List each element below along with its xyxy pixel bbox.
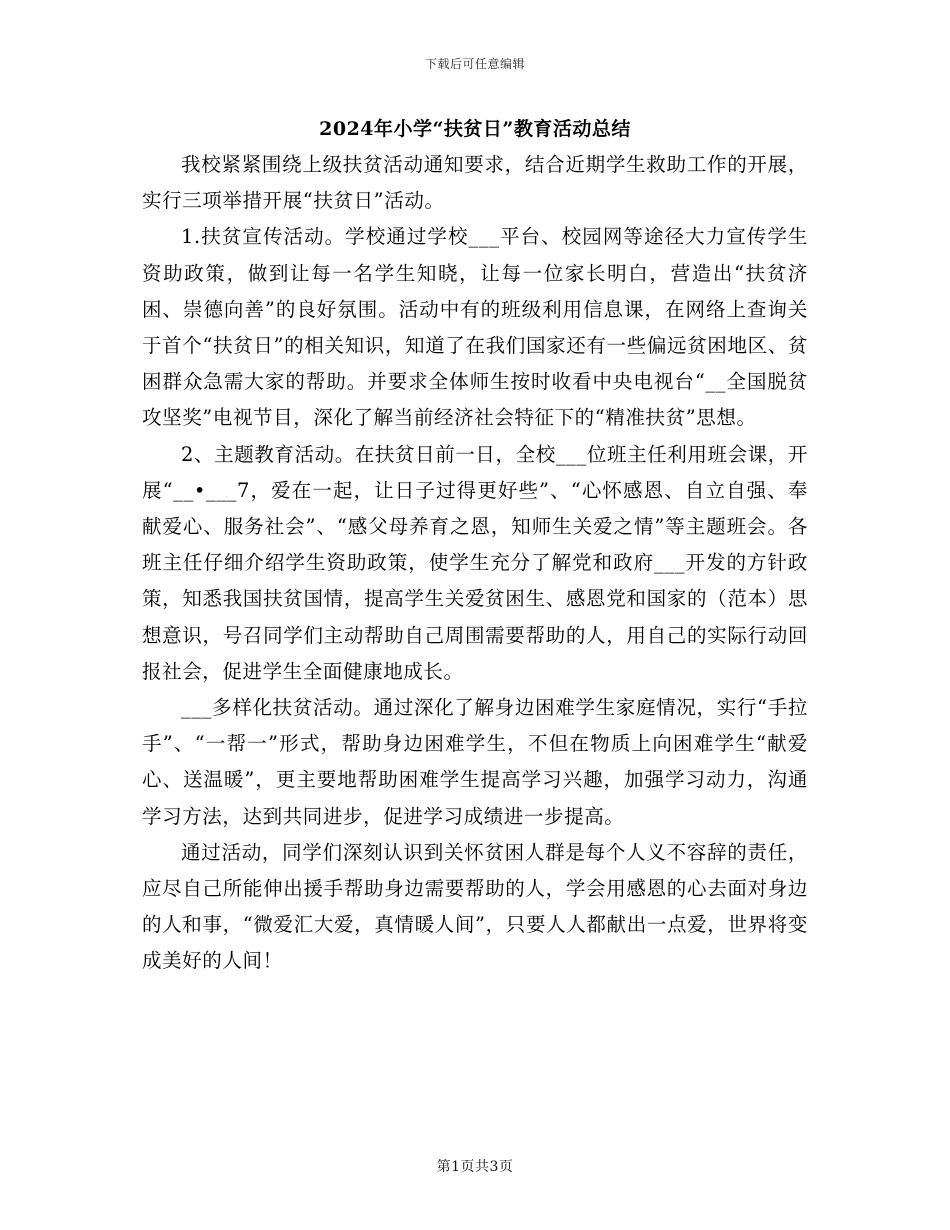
document-body [142,147,808,980]
page-number: 第1页共3页 [436,1159,514,1175]
paragraph-conclusion: 通过活动，同学们深刻认识到关怀贫困人群是每个人义不容辞的责任，应尽自己所能伸出援手帮助身边需要帮助的人，学会用感恩的心去面对身边的人和事，“微爱汇大爱，真情暖人间”，只要人人都献出一点爱，世界将变成美好的人间！ [142,840,808,973]
paragraph-intro: 我校紧紧围绕上级扶贫活动通知要求，结合近期学生救助工作的开展，实行三项举措开展“扶贫日”活动。 [142,153,808,213]
header-note: 下载后可任意编辑 [424,57,525,71]
paragraph-publicity-activity: 1.扶贫宣传活动。学校通过学校___平台、校园网等途径大力宣传学生资助政策，做到让每一名学生知晓，让每一位家长明白，营造出“扶贫济困、崇德向善”的良好氛围。活动中有的班级利用信息课，在网络上查询关于首个“扶贫日”的相关知识，知道了在我们国家还有一些偏远贫困地区、贫困群众急需大家的帮助。并要求全体师生按时收看中央电视台“__全国脱贫攻坚奖”电视节目，深化了解当前经济社会特征下的“精准扶贫”思想。 [142,225,808,430]
paragraph-diverse-activities: ___多样化扶贫活动。通过深化了解身边困难学生家庭情况，实行“手拉手”、“一帮一”形式，帮助身边困难学生，不但在物质上向困难学生“献爱心、送温暖”，更主要地帮助困难学生提高学习兴趣，加强学习动力，沟通学习方法，达到共同进步，促进学习成绩进一步提高。 [142,696,808,828]
document-title: 2024年小学“扶贫日”教育活动总结 [319,118,631,140]
paragraph-theme-education: 2、主题教育活动。在扶贫日前一日，全校___位班主任利用班会课，开展“__•___7，爱在一起，让日子过得更好些”、“心怀感恩、自立自强、奉献爱心、服务社会”、“感父母养育之恩，知师生关爱之情”等主题班会。各班主任仔细介绍学生资助政策，使学生充分了解党和政府___开发的方针政策，知悉我国扶贫国情，提高学生关爱贫困生、感恩党和国家的（范本）思想意识，号召同学们主动帮助自己周围需要帮助的人，用自己的实际行动回报社会，促进学生全面健康地成长。 [142,442,808,683]
